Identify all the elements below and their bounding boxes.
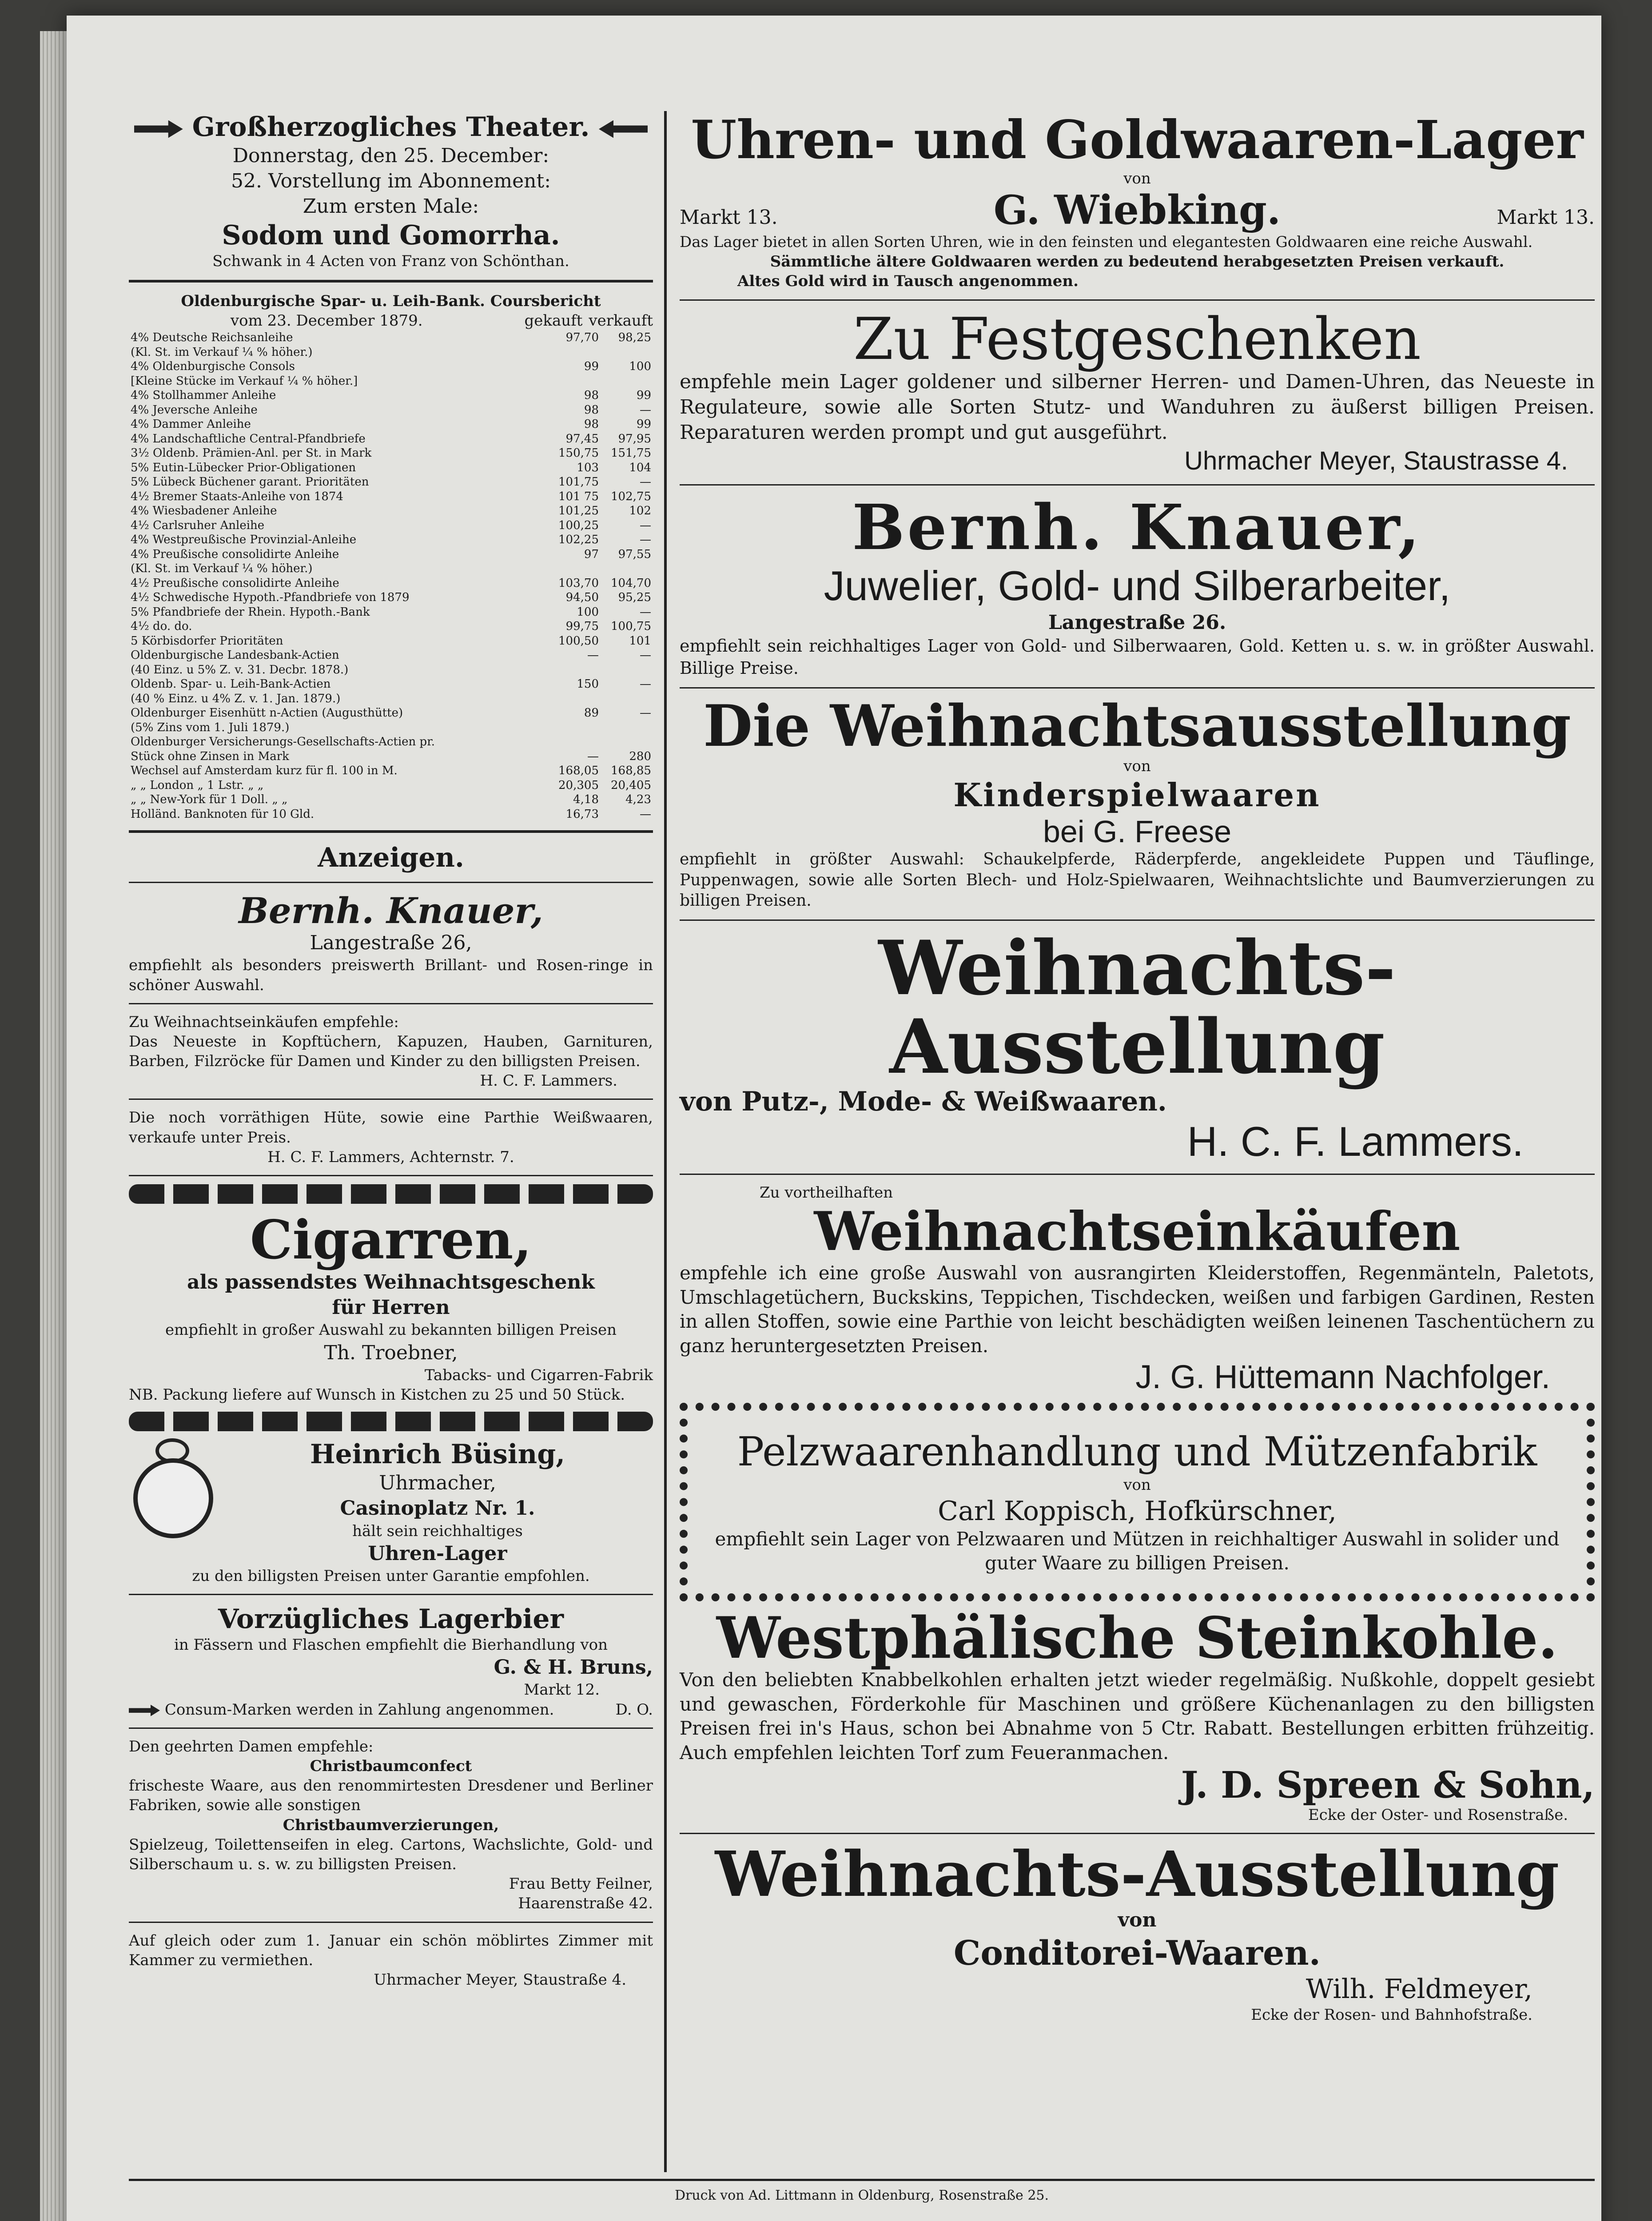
kurs-security: 4% Deutsche Reichsanleihe: [131, 331, 293, 345]
kurs-bought: [548, 692, 601, 706]
freese-text: empfiehlt in größter Auswahl: Schaukelpferde, Räderpferde, angekleidete Puppen und Täuflinge, Puppenwagen, sowie alle Sorten Blech- und Holz-Spielwaaren, Weihnachtslichte und Baumverzierungen zu billigen Preisen.: [680, 850, 1595, 910]
cigarren-name: Th. Troebner,: [324, 1341, 458, 1364]
divider: [129, 882, 653, 883]
cigarren-text: empfiehlt in großer Auswahl zu bekannten billigen Preisen: [165, 1321, 617, 1339]
theater-sub: Schwank in 4 Acten von Franz von Schönthan.: [212, 252, 569, 270]
kurs-security: 4% Preußische consolidirte Anleihe: [131, 547, 339, 561]
kurs-bought: [548, 374, 601, 389]
kurs-row: [129, 749, 653, 764]
kurs-sold: 97,95: [618, 432, 651, 446]
kurs-row: [129, 692, 653, 706]
bier-name: G. & H. Bruns,: [494, 1656, 653, 1679]
kurs-sold: 280: [629, 749, 651, 763]
wiebking-t1: Das Lager bietet in allen Sorten Uhren, wie in den feinsten und elegantesten Goldwaaren eine reiche Auswahl.: [680, 233, 1533, 251]
kurs-row: [129, 634, 653, 649]
divider: [680, 1174, 1595, 1175]
huettemann-text: empfehle ich eine große Auswahl von ausrangirten Kleiderstoffen, Regenmänteln, Paletots, Umschlagetüchern, Buckskins, Teppichen, Tischdecken, weißen und farbigen Gardinen, Resten in allen Stoffen, sowie eine Parthie von leicht beschädigten weißen leinenen Taschentüchern zu ganz heruntergesetzten Preisen.: [680, 1262, 1595, 1357]
kurs-row: [129, 359, 653, 374]
kurs-sold: 20,405: [611, 778, 651, 792]
kurs-sold: [601, 692, 653, 706]
buesing-job: Uhrmacher,: [379, 1472, 496, 1495]
kurs-bought: [548, 735, 601, 749]
kurs-subheading: [129, 311, 653, 330]
kurs-sold: [601, 720, 653, 735]
kurs-bought: 94,50: [565, 591, 599, 605]
pointing-hand-icon: [134, 120, 183, 138]
kurs-row: [129, 417, 653, 432]
kurs-row: [129, 764, 653, 778]
buesing-t2: Uhren-Lager: [368, 1542, 507, 1565]
wiebking-name: G. Wiebking.: [993, 186, 1281, 234]
huettemann-name: J. G. Hüttemann Nachfolger.: [1135, 1358, 1550, 1396]
kurs-sold: 4,23: [625, 793, 651, 807]
pointing-hand-icon: [599, 120, 648, 138]
kurs-security: 4% Wiesbadener Anleihe: [131, 504, 277, 518]
koppisch-ad-frame: [680, 1403, 1595, 1601]
koppisch-von: von: [1123, 1476, 1151, 1494]
theater-heading: [129, 111, 653, 143]
kurs-row: [129, 374, 653, 389]
lammers1-intro: Zu Weihnachtseinkäufen empfehle:: [129, 1013, 399, 1031]
kurs-bought: [548, 561, 601, 576]
footer-rule: [129, 2179, 1595, 2181]
spreen-title: Westphälische Steinkohle.: [716, 1604, 1558, 1672]
buesing-ad: [129, 1438, 653, 1566]
kurs-col1: gekauft: [524, 311, 583, 330]
kurs-security: (Kl. St. im Verkauf ¼ % höher.): [131, 345, 313, 359]
kurs-bought: 102,25: [558, 533, 599, 547]
divider: [129, 1594, 653, 1595]
kurs-bought: 97: [584, 547, 599, 561]
kurs-sold: —: [640, 518, 651, 532]
feilner-t3: Christbaumverzierungen,: [283, 1816, 499, 1834]
spreen-name: J. D. Spreen & Sohn,: [1181, 1763, 1595, 1807]
kurs-security: 5% Pfandbriefe der Rhein. Hypoth.-Bank: [131, 605, 370, 619]
kurs-sold: —: [640, 605, 651, 619]
wiebking-title: Uhren- und Goldwaaren-Lager: [691, 109, 1584, 171]
cigarren-nb: NB. Packung liefere auf Wunsch in Kistchen zu 25 und 50 Stück.: [129, 1385, 625, 1404]
fest-sign: Uhrmacher Meyer, Staustrasse 4.: [1184, 446, 1568, 475]
kurs-row: [129, 475, 653, 490]
kurs-bought: 98: [584, 403, 599, 417]
kurs-security: 4% Landschaftliche Central-Pfandbriefe: [131, 432, 366, 446]
knauer-right-name: Bernh. Knauer,: [852, 491, 1422, 565]
kurs-row: [129, 677, 653, 692]
kurs-row: [129, 720, 653, 735]
decorative-bar: [129, 1184, 653, 1204]
buesing-t1: hält sein reichhaltiges: [352, 1522, 523, 1540]
kurs-row: [129, 518, 653, 533]
bier-addr: Markt 12.: [524, 1681, 600, 1699]
pocket-watch-icon: [129, 1438, 213, 1545]
kurs-col2: verkauft: [589, 311, 653, 330]
kurs-bought: 99: [584, 360, 599, 374]
feilner-t4: Spielzeug, Toilettenseifen in eleg. Cartons, Wachslichte, Gold- und Silberschaum u. s. w. zu billigsten Preisen.: [129, 1835, 653, 1873]
bier-text: in Fässern und Flaschen empfiehlt die Bierhandlung von: [174, 1636, 608, 1654]
kurs-row: [129, 648, 653, 663]
feldmeyer-name: Wilh. Feldmeyer,: [1306, 1974, 1533, 2005]
kurs-bought: 101 75: [558, 490, 599, 503]
kurs-security: 4% Jeversche Anleihe: [131, 403, 258, 417]
kurs-bought: 20,305: [558, 778, 599, 792]
knauer-left-text: empfiehlt als besonders preiswerth Brillant- und Rosen-ringe in schöner Auswahl.: [129, 956, 653, 994]
divider: [129, 1727, 653, 1729]
kurs-row: [129, 735, 653, 749]
kurs-security: [Kleine Stücke im Verkauf ¼ % höher.]: [131, 374, 358, 388]
kurs-security: 4½ Bremer Staats-Anleihe von 1874: [131, 490, 343, 503]
printer-imprint: Druck von Ad. Littmann in Oldenburg, Rosenstraße 25.: [674, 2188, 1049, 2203]
kurs-sold: 99: [636, 418, 651, 431]
bier-sign: D. O.: [615, 1700, 653, 1719]
freese-von: von: [1123, 757, 1151, 775]
kurs-sold: —: [640, 403, 651, 417]
lammers1-text: Das Neueste in Kopftüchern, Kapuzen, Hauben, Garnituren, Barben, Filzröcke für Damen und Kinder zu den billigsten Preisen.: [129, 1032, 653, 1071]
kurs-security: 4% Westpreußische Provinzial-Anleihe: [131, 533, 357, 547]
spreen-text: Von den beliebten Knabbelkohlen erhalten jetzt wieder regelmäßig. Nußkohle, doppelt gesiebt und gewaschen, Förderkohle für Maschinen und größere Küchenanlagen zu den billigsten Preisen frei in's Haus, schon bei Abnahme von 5 Ctr. Rabatt. Bestellungen erbitten frühzeitig. Auch empfehlen leichten Torf zum Feueranmachen.: [680, 1669, 1595, 1764]
buesing-name: Heinrich Büsing,: [310, 1439, 565, 1470]
kurs-table: [129, 330, 653, 821]
bier-note-row: [129, 1700, 653, 1719]
kurs-bought: 150,75: [558, 446, 599, 460]
buesing-t3: zu den billigsten Preisen unter Garantie empfohlen.: [192, 1567, 590, 1585]
zimmer-sign: Uhrmacher Meyer, Staustraße 4.: [374, 1970, 626, 1989]
kurs-row: [129, 388, 653, 403]
lammers1-sign: H. C. F. Lammers.: [480, 1072, 617, 1090]
kurs-security: 5 Körbisdorfer Prioritäten: [131, 634, 283, 648]
kurs-bought: —: [587, 649, 599, 662]
kurs-sold: 102: [629, 504, 651, 518]
kurs-sold: 102,75: [611, 490, 651, 503]
kurs-bought: —: [587, 749, 599, 763]
kurs-sold: 101: [629, 634, 651, 648]
kurs-row: [129, 590, 653, 605]
wiebking-von: von: [1123, 169, 1151, 187]
kurs-row: [129, 461, 653, 475]
anzeigen-heading: Anzeigen.: [318, 842, 464, 874]
left-column: [129, 111, 653, 1990]
kurs-sold: 104,70: [611, 576, 651, 590]
kurs-bought: 150: [577, 677, 599, 691]
divider: [129, 830, 653, 833]
wiebking-name-row: [680, 188, 1595, 232]
buesing-addr: Casinoplatz Nr. 1.: [340, 1497, 535, 1520]
kurs-bought: 89: [584, 706, 599, 720]
kurs-sold: —: [640, 706, 651, 720]
kurs-bought: 103,70: [558, 576, 599, 590]
divider: [129, 1175, 653, 1176]
kurs-sold: —: [640, 677, 651, 691]
knauer-right-sub: Juwelier, Gold- und Silberarbeiter,: [824, 562, 1451, 609]
kurs-row: [129, 490, 653, 504]
kurs-bought: 97,70: [565, 331, 599, 345]
kurs-security: 4½ Preußische consolidirte Anleihe: [131, 576, 339, 590]
freese-bei: bei G. Freese: [1043, 814, 1232, 849]
huettemann-title: Weihnachtseinkäufen: [814, 1200, 1461, 1263]
kurs-row: [129, 792, 653, 807]
kurs-row: [129, 403, 653, 418]
theater-line-3: Zum ersten Male:: [303, 195, 479, 218]
right-column: [680, 111, 1595, 2025]
kurs-bought: [548, 720, 601, 735]
kurs-bought: 103: [577, 461, 599, 474]
kurs-row: [129, 432, 653, 446]
kurs-heading: Oldenburgische Spar- u. Leih-Bank. Coursbericht: [181, 292, 601, 310]
kurs-sold: [601, 663, 653, 677]
kurs-bought: 16,73: [565, 807, 599, 821]
divider: [680, 919, 1595, 921]
feilner-sign1: Frau Betty Feilner,: [509, 1875, 653, 1893]
kurs-bought: 101,25: [558, 504, 599, 518]
theater-line-2: 52. Vorstellung im Abonnement:: [231, 170, 551, 193]
kurs-row: [129, 533, 653, 547]
kurs-security: Oldenburger Eisenhütt n-Actien (Augusthütte): [131, 706, 403, 720]
kurs-row: [129, 619, 653, 634]
kurs-sold: 99: [636, 389, 651, 402]
kurs-sold: 168,85: [611, 764, 651, 778]
kurs-sold: 151,75: [611, 446, 651, 460]
kurs-security: Oldenburger Versicherungs-Gesellschafts-Actien pr.: [131, 735, 435, 749]
zimmer-text: Auf gleich oder zum 1. Januar ein schön möblirtes Zimmer mit Kammer zu vermiethen.: [129, 1931, 653, 1969]
kurs-row: [129, 446, 653, 461]
kurs-security: 3½ Oldenb. Prämien-Anl. per St. in Mark: [131, 446, 372, 460]
kurs-security: Oldenburgische Landesbank-Actien: [131, 649, 339, 662]
kurs-sold: [601, 561, 653, 576]
wiebking-markt-right: Markt 13.: [1497, 206, 1595, 229]
kurs-bought: [548, 663, 601, 677]
kurs-security: Oldenb. Spar- u. Leih-Bank-Actien: [131, 677, 331, 691]
kurs-row: [129, 561, 653, 576]
divider: [129, 1922, 653, 1923]
kurs-security: 4% Dammer Anleihe: [131, 418, 251, 431]
divider: [680, 484, 1595, 486]
divider: [129, 1099, 653, 1100]
theater-title: Großherzogliches Theater.: [192, 111, 590, 143]
kurs-row: [129, 706, 653, 720]
divider: [680, 687, 1595, 689]
kurs-sold: [601, 374, 653, 389]
kurs-sold: 97,55: [618, 547, 651, 561]
kurs-sold: —: [640, 475, 651, 489]
kurs-bought: [548, 345, 601, 360]
wiebking-markt-left: Markt 13.: [680, 206, 778, 229]
kurs-sold: —: [640, 649, 651, 662]
kurs-bought: 101,75: [558, 475, 599, 489]
koppisch-name: Carl Koppisch, Hofkürschner,: [938, 1495, 1337, 1527]
feldmeyer-addr: Ecke der Rosen- und Bahnhofstraße.: [1251, 2006, 1533, 2024]
feilner-t1: Christbaumconfect: [310, 1757, 472, 1775]
cigarren-title: Cigarren,: [250, 1209, 532, 1271]
lammers-title: Weihnachts-Ausstellung: [878, 924, 1396, 1091]
kurs-security: 4½ Schwedische Hypoth.-Pfandbriefe von 1879: [131, 591, 410, 605]
kurs-security: Stück ohne Zinsen in Mark: [131, 749, 289, 763]
kurs-security: 4% Oldenburgische Consols: [131, 360, 295, 374]
kurs-security: (Kl. St. im Verkauf ¼ % höher.): [131, 562, 313, 576]
freese-sub: Kinderspielwaaren: [953, 776, 1321, 814]
feilner-t2: frischeste Waare, aus den renommirtesten Dresdener und Berliner Fabriken, sowie alle sonstigen: [129, 1777, 653, 1815]
cigarren-sub1: als passendstes Weihnachtsgeschenk: [187, 1271, 595, 1294]
kurs-row: [129, 345, 653, 360]
cigarren-sub2: für Herren: [332, 1296, 450, 1319]
kurs-row: [129, 778, 653, 793]
kurs-bought: 100,25: [558, 518, 599, 532]
kurs-row: [129, 605, 653, 620]
kurs-row: [129, 807, 653, 822]
feldmeyer-title: Weihnachts-Ausstellung: [715, 1838, 1560, 1911]
lammers2-text: Die noch vorräthigen Hüte, sowie eine Parthie Weißwaaren, verkaufe unter Preis.: [129, 1109, 653, 1146]
kurs-row: [129, 576, 653, 591]
kurs-security: 4% Stollhammer Anleihe: [131, 389, 276, 402]
kurs-row: [129, 330, 653, 345]
lammers2-sign: H. C. F. Lammers, Achternstr. 7.: [267, 1148, 514, 1166]
wiebking-t2: Sämmtliche ältere Goldwaaren werden zu bedeutend herabgesetzten Preisen verkauft.: [770, 253, 1505, 271]
feldmeyer-von: von: [1118, 1909, 1157, 1931]
kurs-bought: 4,18: [573, 793, 599, 807]
huettemann-intro: Zu vortheilhaften: [760, 1183, 893, 1202]
kurs-bought: 168,05: [558, 764, 599, 778]
divider: [129, 1003, 653, 1004]
kurs-security: „ „ London „ 1 Lstr. „ „: [131, 778, 264, 792]
kurs-sold: 95,25: [618, 591, 651, 605]
feilner-sign2: Haarenstraße 42.: [518, 1895, 653, 1913]
kurs-sold: 100,75: [611, 620, 651, 633]
lammers-sub: von Putz-, Mode- & Weißwaaren.: [680, 1086, 1167, 1117]
knauer-left-name: Bernh. Knauer,: [239, 890, 543, 932]
lammers-name: H. C. F. Lammers.: [1187, 1118, 1524, 1165]
divider: [680, 299, 1595, 301]
kurs-bought: 98: [584, 389, 599, 402]
kurs-sold: 98,25: [618, 331, 651, 345]
kurs-row: [129, 663, 653, 677]
kurs-bought: 100: [577, 605, 599, 619]
theater-play: Sodom und Gomorrha.: [222, 219, 560, 251]
theater-line-1: Donnerstag, den 25. December:: [232, 144, 549, 167]
koppisch-title: Pelzwaarenhandlung und Mützenfabrik: [737, 1429, 1537, 1476]
knauer-right-addr: Langestraße 26.: [1048, 611, 1226, 634]
kurs-sold: 100: [629, 360, 651, 374]
column-divider: [664, 111, 667, 2172]
kurs-sold: 104: [629, 461, 651, 474]
kurs-security: Holländ. Banknoten für 10 Gld.: [131, 807, 314, 821]
kurs-security: 5% Eutin-Lübecker Prior-Obligationen: [131, 461, 356, 474]
kurs-security: Wechsel auf Amsterdam kurz für fl. 100 in M.: [131, 764, 398, 778]
bier-title: Vorzügliches Lagerbier: [218, 1604, 564, 1635]
decorative-bar: [129, 1412, 653, 1431]
spreen-addr: Ecke der Oster- und Rosenstraße.: [1308, 1806, 1568, 1824]
kurs-sold: [601, 345, 653, 360]
kurs-security: (40 % Einz. u 4% Z. v. 1. Jan. 1879.): [131, 692, 341, 705]
kurs-sold: —: [640, 533, 651, 547]
feilner-intro: Den geehrten Damen empfehle:: [129, 1737, 374, 1755]
koppisch-text: empfiehlt sein Lager von Pelzwaaren und Mützen in reichhaltiger Auswahl in solider und guter Waare zu billigen Preisen.: [715, 1528, 1560, 1574]
kurs-row: [129, 547, 653, 562]
knauer-left-addr: Langestraße 26,: [310, 931, 472, 955]
bier-note: Consum-Marken werden in Zahlung angenommen.: [164, 1700, 554, 1719]
wiebking-t3: Altes Gold wird in Tausch angenommen.: [737, 272, 1079, 291]
kurs-bought: 100,50: [558, 634, 599, 648]
kurs-security: 4½ Carlsruher Anleihe: [131, 518, 265, 532]
divider: [129, 280, 653, 283]
kurs-security: 4½ do. do.: [131, 620, 192, 633]
pointing-hand-icon: [129, 1705, 160, 1716]
feldmeyer-sub: Conditorei-Waaren.: [953, 1933, 1321, 1973]
knauer-right-text: empfiehlt sein reichhaltiges Lager von Gold- und Silberwaaren, Gold. Ketten u. s. w. in größter Auswahl. Billige Preise.: [680, 636, 1595, 678]
kurs-bought: 99,75: [565, 620, 599, 633]
kurs-date: vom 23. December 1879.: [230, 311, 423, 330]
cigarren-firm: Tabacks- und Cigarren-Fabrik: [424, 1366, 653, 1384]
kurs-security: (40 Einz. u 5% Z. v. 31. Decbr. 1878.): [131, 663, 349, 677]
kurs-sold: [601, 735, 653, 749]
kurs-security: „ „ New-York für 1 Doll. „ „: [131, 793, 288, 807]
fest-text: empfehle mein Lager goldener und silberner Herren- und Damen-Uhren, das Neueste in Regulateure, sowie alle Sorten Stutz- und Wanduhren zu äußerst billigen Preisen. Reparaturen werden prompt und gut ausgeführt.: [680, 370, 1595, 444]
freese-title: Die Weihnachtsausstellung: [703, 693, 1571, 760]
kurs-sold: —: [640, 807, 651, 821]
kurs-security: (5% Zins vom 1. Juli 1879.): [131, 720, 290, 734]
divider: [680, 1833, 1595, 1834]
kurs-security: 5% Lübeck Büchener garant. Prioritäten: [131, 475, 369, 489]
kurs-row: [129, 504, 653, 518]
kurs-bought: 98: [584, 418, 599, 431]
fest-title: Zu Festgeschenken: [853, 305, 1421, 373]
kurs-bought: 97,45: [565, 432, 599, 446]
